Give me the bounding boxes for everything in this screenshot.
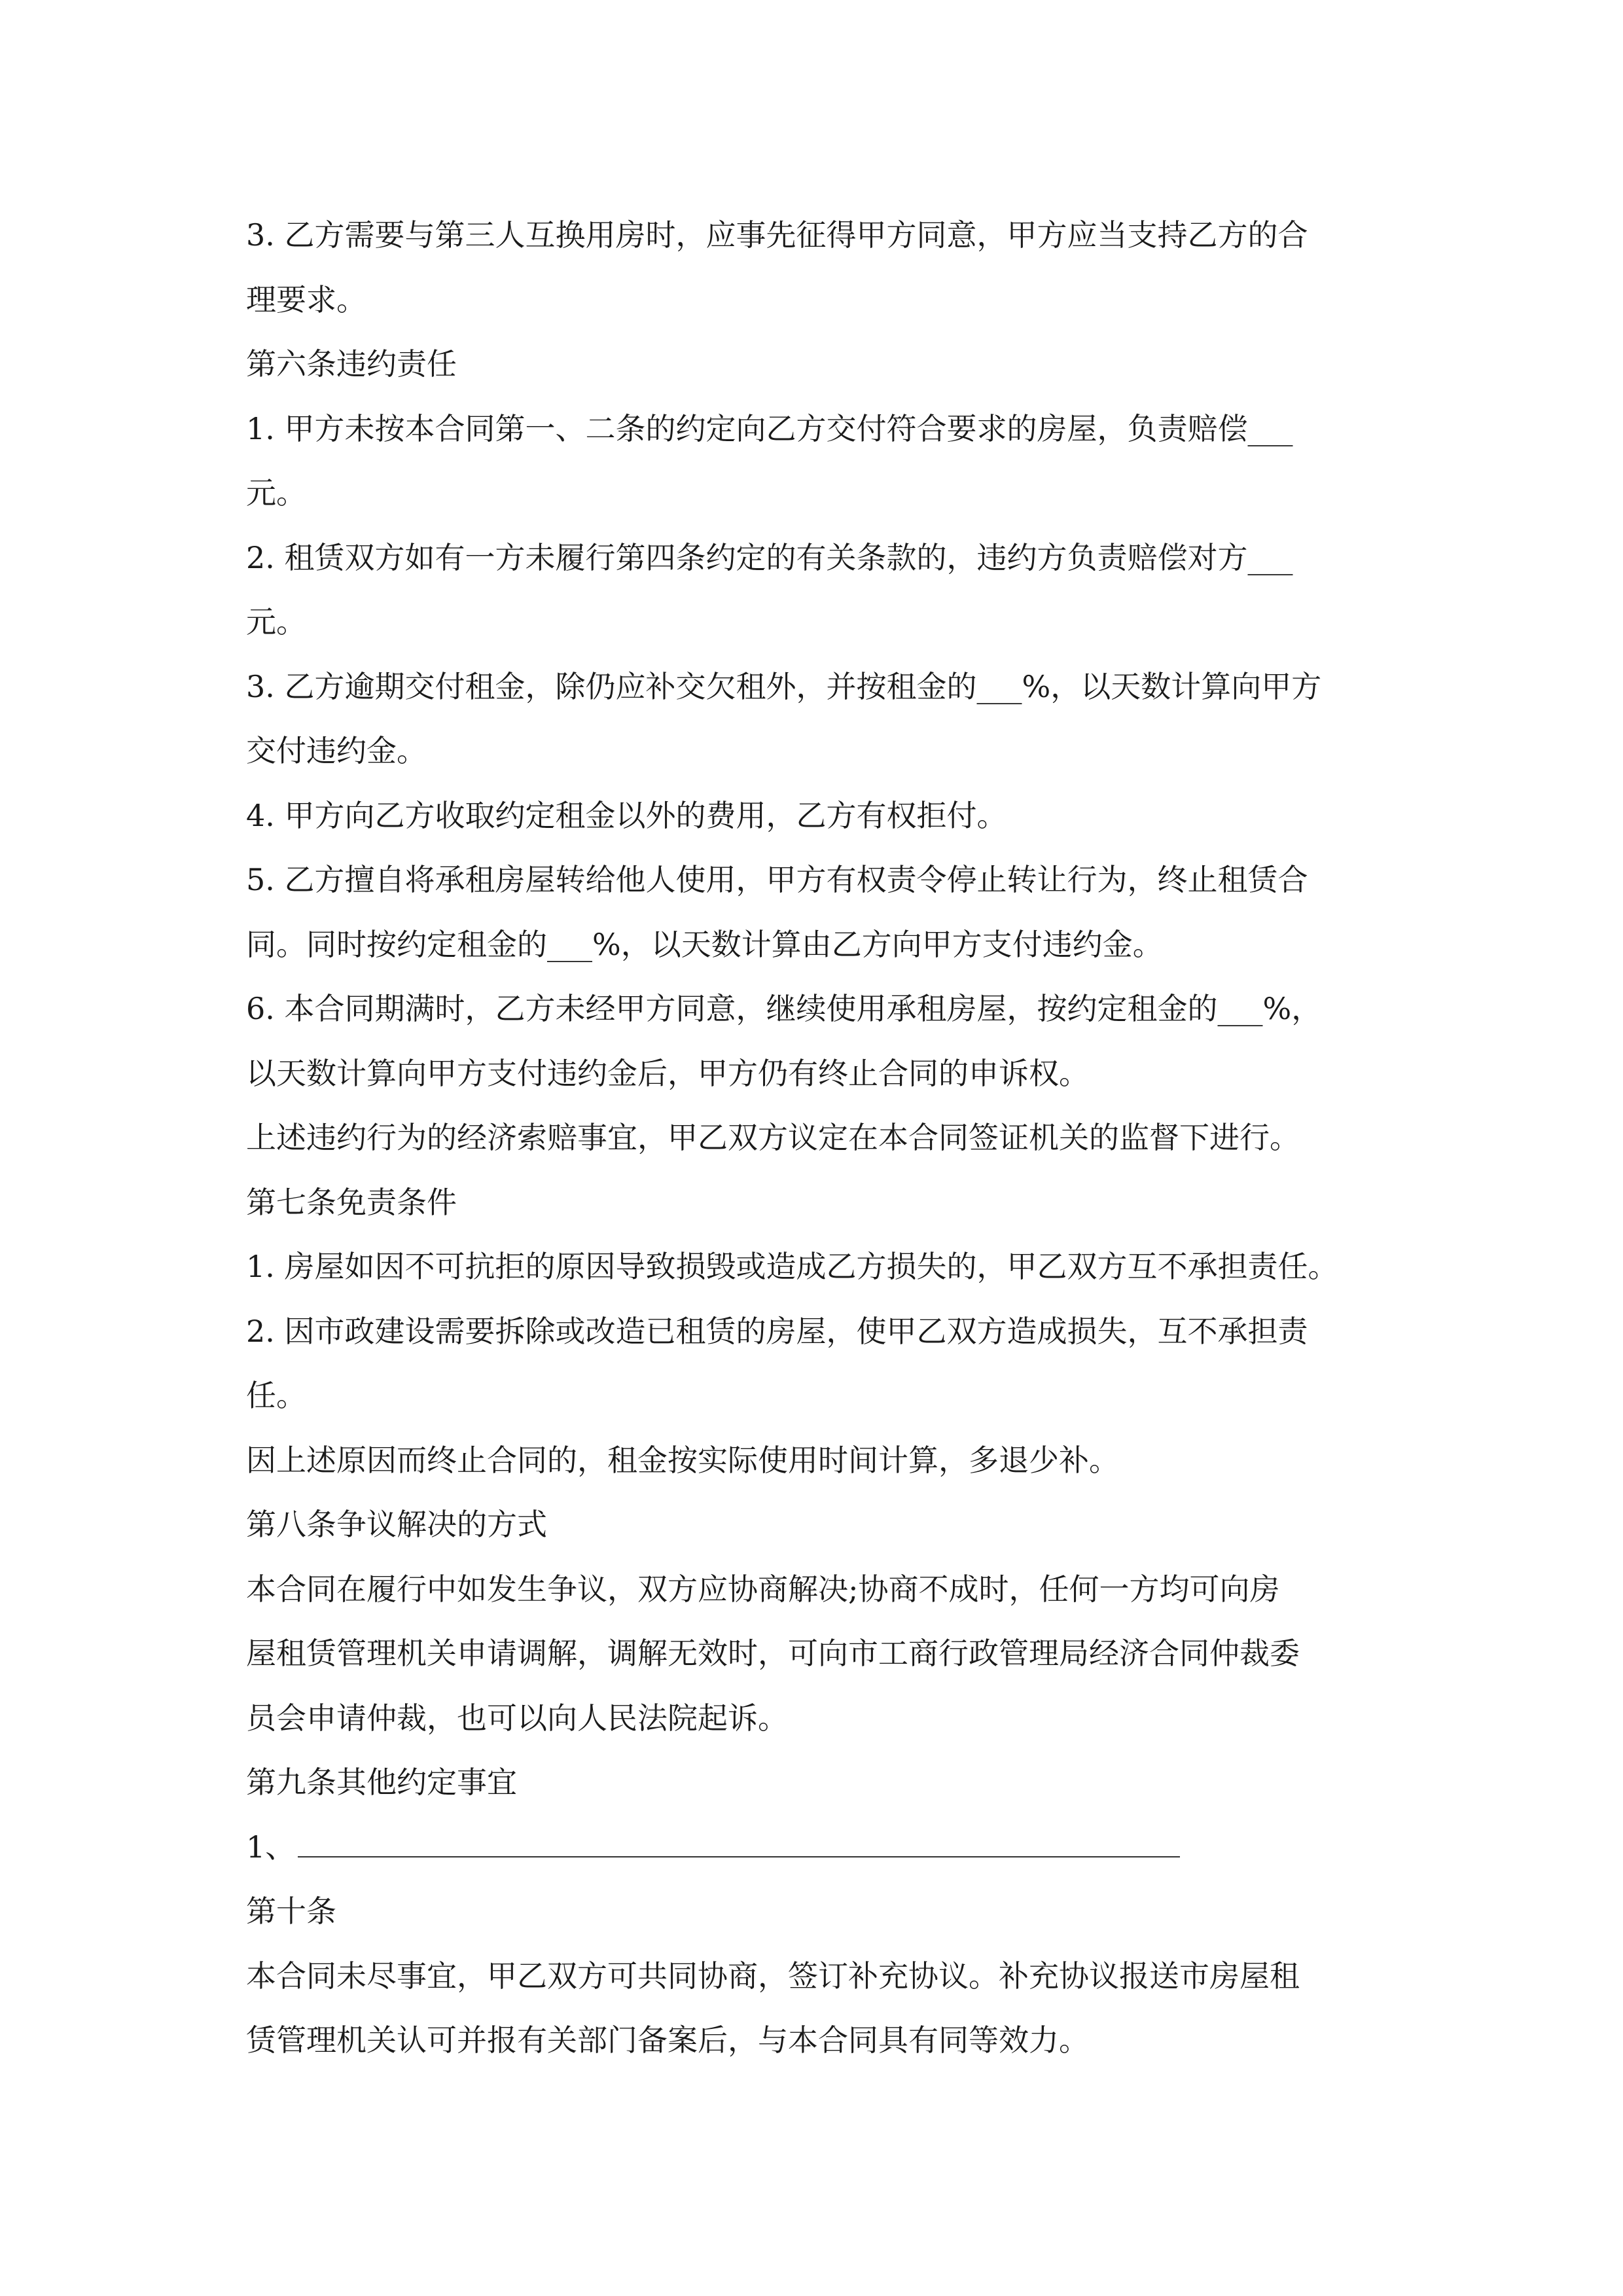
text-line: 交付违约金。 <box>246 733 427 768</box>
section-heading: 第六条违约责任 <box>246 346 457 382</box>
text-line: 同。同时按约定租金的___%，以天数计算由乙方向甲方支付违约金。 <box>246 926 1163 962</box>
text-line: 理要求。 <box>246 281 366 317</box>
text-line: 以天数计算向甲方支付违约金后，甲方仍有终止合同的申诉权。 <box>246 1055 1089 1091</box>
text-line: 本合同未尽事宜，甲乙双方可共同协商，签订补充协议。补充协议报送市房屋租 <box>246 1958 1300 1994</box>
text-line: 赁管理机关认可并报有关部门备案后，与本合同具有同等效力。 <box>246 2022 1089 2058</box>
item-label: 1、 <box>246 1829 296 1865</box>
text-line: 任。 <box>246 1378 306 1413</box>
fill-in-blank-line <box>298 1826 1180 1857</box>
document-body <box>246 203 1418 2073</box>
text-line: 屋租赁管理机关申请调解，调解无效时，可向市工商行政管理局经济合同仲裁委 <box>246 1636 1300 1671</box>
fill-in-item <box>246 1815 1418 1880</box>
text-line: 1. 房屋如因不可抗拒的原因导致损毁或造成乙方损失的，甲乙双方互不承担责任。 <box>246 1249 1338 1284</box>
section-heading: 第十条 <box>246 1893 336 1929</box>
text-line: 员会申请仲裁，也可以向人民法院起诉。 <box>246 1700 788 1736</box>
text-line: 2. 租赁双方如有一方未履行第四条约定的有关条款的，违约方负责赔偿对方___ <box>246 539 1293 575</box>
section-heading: 第九条其他约定事宜 <box>246 1765 517 1800</box>
text-line: 6. 本合同期满时，乙方未经甲方同意，继续使用承租房屋，按约定租金的___%， <box>246 991 1322 1026</box>
text-line: 2. 因市政建设需要拆除或改造已租赁的房屋，使甲乙双方造成损失，互不承担责 <box>246 1313 1308 1349</box>
section-heading: 第七条免责条件 <box>246 1184 457 1220</box>
text-line: 元。 <box>246 475 306 511</box>
text-line: 3. 乙方需要与第三人互换用房时，应事先征得甲方同意，甲方应当支持乙方的合 <box>246 217 1308 253</box>
text-line: 4. 甲方向乙方收取约定租金以外的费用，乙方有权拒付。 <box>246 797 1007 833</box>
text-line: 1. 甲方未按本合同第一、二条的约定向乙方交付符合要求的房屋，负责赔偿___ <box>246 410 1293 446</box>
text-line: 因上述原因而终止合同的，租金按实际使用时间计算，多退少补。 <box>246 1442 1119 1478</box>
text-line: 上述违约行为的经济索赔事宜，甲乙双方议定在本合同签证机关的监督下进行。 <box>246 1120 1300 1155</box>
text-line: 5. 乙方擅自将承租房屋转给他人使用，甲方有权责令停止转让行为，终止租赁合 <box>246 862 1308 897</box>
text-line: 元。 <box>246 604 306 639</box>
text-line: 本合同在履行中如发生争议，双方应协商解决;协商不成时，任何一方均可向房 <box>246 1571 1280 1607</box>
text-line: 3. 乙方逾期交付租金，除仍应补交欠租外，并按租金的___%，以天数计算向甲方 <box>246 668 1322 704</box>
section-heading: 第八条争议解决的方式 <box>246 1507 547 1542</box>
